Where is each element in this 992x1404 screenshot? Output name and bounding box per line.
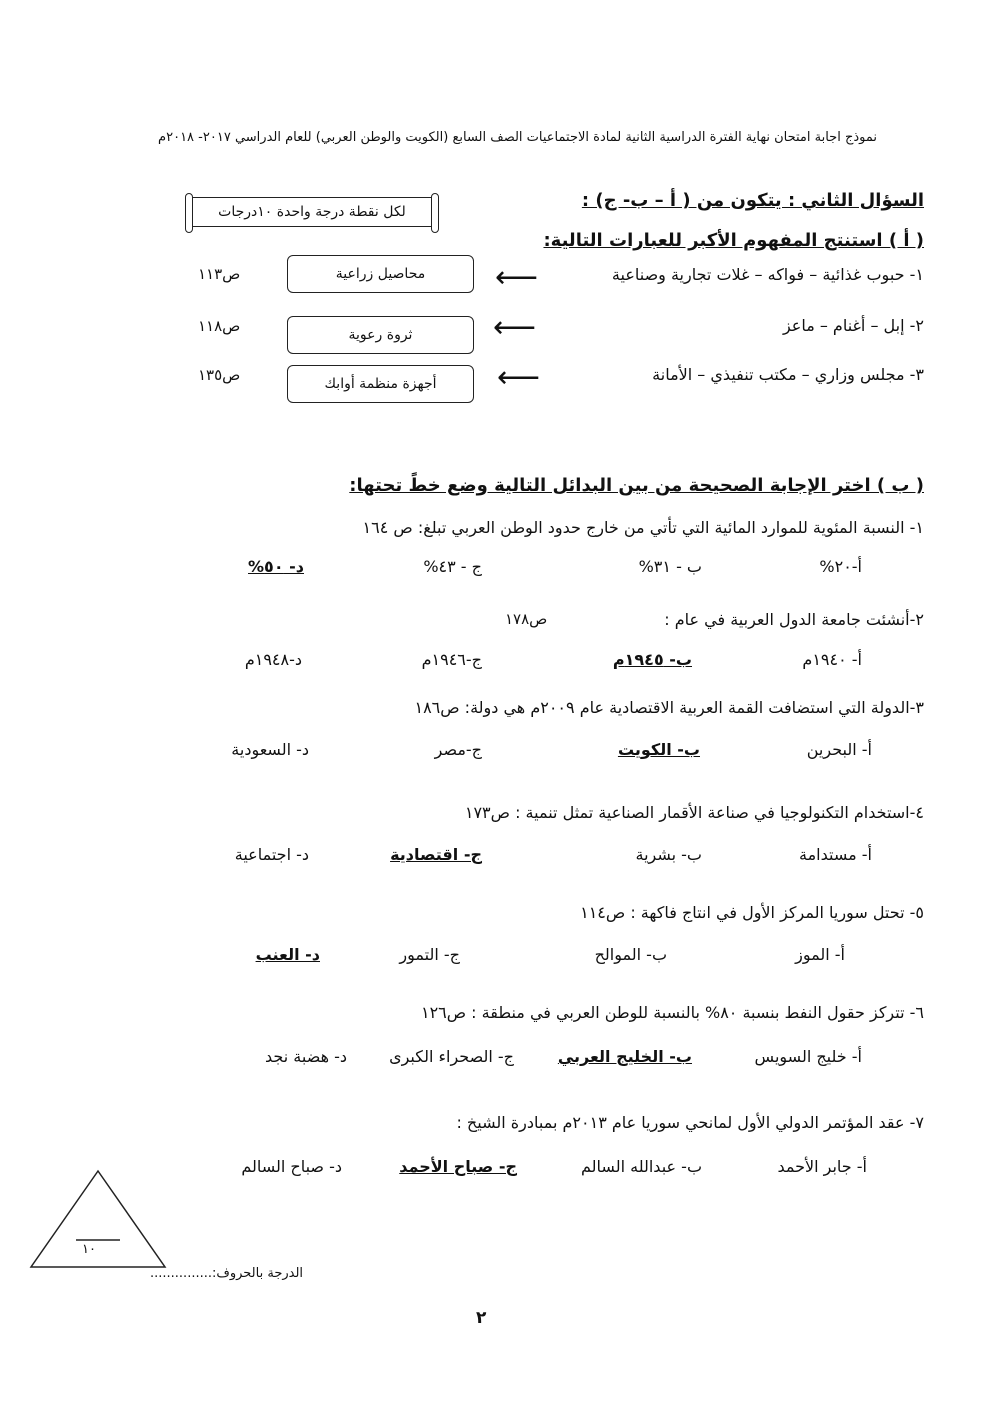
section-b-q5-option-d: د- العنب [255,945,320,964]
section-a-answer-2-box [287,316,474,354]
arrow-left-icon: ⟵ [493,310,537,345]
question-2-title: السؤال الثاني : يتكون من ( أ – ب- ج) : [581,190,924,211]
section-b-question-2: ٢-أنشئت جامعة الدول العربية في عام : [664,610,924,629]
score-triangle-icon [28,1168,168,1270]
grade-in-words: الدرجة بالحروف:............... [150,1266,304,1281]
section-a-answer-1-box [287,255,474,293]
section-b-title: ( ب ) اختر الإجابة الصحيحة من بين البدائل التالية وضع خطً تحتها: [349,475,924,496]
section-b-question-6: ٦- تتركز حقول النفط بنسبة ٨٠% بالنسبة للوطن العربي في منطقة : ص١٢٦ [420,1003,924,1022]
section-b-q7-option-a: أ- جابر الأحمد [777,1157,867,1176]
section-b-question-3: ٣-الدولة التي استضافت القمة العربية الاقتصادية عام ٢٠٠٩م هي دولة: ص١٨٦ [414,698,924,717]
section-b-q4-option-b: ب- بشرية [635,845,702,864]
section-b-q3-option-d: د- السعودية [231,740,309,759]
score-note: لكل نقطة درجة واحدة ١٠درجات [218,204,406,220]
section-b-q5-option-b: ب- الموالح [594,945,667,964]
section-b-question-2-page: ص١٧٨ [505,610,548,628]
section-b-q4-option-d: د- اجتماعية [234,845,309,864]
section-a-title: ( أ ) استنتج المفهوم الأكبر للعبارات التالية: [543,230,924,251]
section-a-answer-3-box [287,365,474,403]
section-b-q6-option-d: د- هضبة نجد [265,1047,347,1066]
score-note-scroll [190,197,434,227]
section-b-question-4: ٤-استخدام التكنولوجيا في صناعة الأقمار الصناعية تمثل تنمية : ص١٧٣ [464,803,924,822]
section-a-page-2: ص١١٨ [198,317,241,335]
section-b-q6-option-a: أ- خليج السويس [754,1047,862,1066]
section-b-q1-option-b: ب - ٣١% [638,557,702,576]
section-b-q1-option-a: أ-٢٠% [819,557,862,576]
section-b-q2-option-a: أ- ١٩٤٠م [802,650,862,669]
arrow-left-icon: ⟵ [495,260,539,295]
section-a-page-3: ص١٣٥ [198,366,241,384]
section-b-q6-option-b: ب- الخليج العربي [557,1047,692,1066]
section-a-answer-1: محاصيل زراعية [335,266,426,282]
section-b-q7-option-b: ب- عبدالله السالم [581,1157,702,1176]
header-title: نموذج اجابة امتحان نهاية الفترة الدراسية الثانية لمادة الاجتماعيات الصف السابع (الكويت والوطن العربي) للعام الدراسي ٢٠١٧- ٢٠١٨م [158,130,877,145]
section-b-q3-option-b: ب- الكويت [617,740,700,759]
section-b-q3-option-c: ج-مصر [434,740,482,759]
section-a-page-1: ص١١٣ [198,265,241,283]
section-b-q2-option-d: د-١٩٤٨م [244,650,302,669]
section-a-item-1-text: ١- حبوب غذائية – فواكه – غلات تجارية وصناعية [611,265,924,284]
section-b-q1-option-c: ج - ٤٣% [423,557,482,576]
section-b-q4-option-c: ج- اقتصادية [390,845,482,864]
section-b-q4-option-a: أ- مستدامة [799,845,872,864]
section-b-q1-option-d: د- ٥٠% [248,557,304,576]
score-total: ١٠ [82,1242,96,1257]
section-b-q7-option-c: ج- صباح الأحمد [399,1157,517,1176]
section-a-item-2-text: ٢- إبل – أغنام – ماعز [782,316,924,335]
section-a-answer-3: أجهزة منظمة أوابك [324,376,437,392]
arrow-left-icon: ⟵ [497,360,541,395]
section-b-question-7: ٧- عقد المؤتمر الدولي الأول لمانحي سوريا عام ٢٠١٣م بمبادرة الشيخ : [456,1113,924,1132]
section-a-item-3-text: ٣- مجلس وزاري – مكتب تنفيذي – الأمانة [652,365,924,384]
section-b-question-5: ٥- تحتل سوريا المركز الأول في انتاج فاكهة : ص١١٤ [580,903,924,922]
section-b-question-1: ١- النسبة المئوية للموارد المائية التي تأتي من خارج حدود الوطن العربي تبلغ: ص ١٦٤ [362,518,924,537]
section-b-q3-option-a: أ- البحرين [806,740,872,759]
section-b-q6-option-c: ج- الصحراء الكبرى [389,1047,514,1066]
section-b-q7-option-d: د- صباح السالم [241,1157,342,1176]
section-a-answer-2: ثروة رعوية [348,327,413,343]
page-number: ٢ [476,1308,487,1328]
section-b-q2-option-c: ج-١٩٤٦م [421,650,482,669]
section-b-q5-option-c: ج- التمور [399,945,460,964]
section-b-q2-option-b: ب- ١٩٤٥م [612,650,692,669]
section-b-q5-option-a: أ- الموز [795,945,845,964]
